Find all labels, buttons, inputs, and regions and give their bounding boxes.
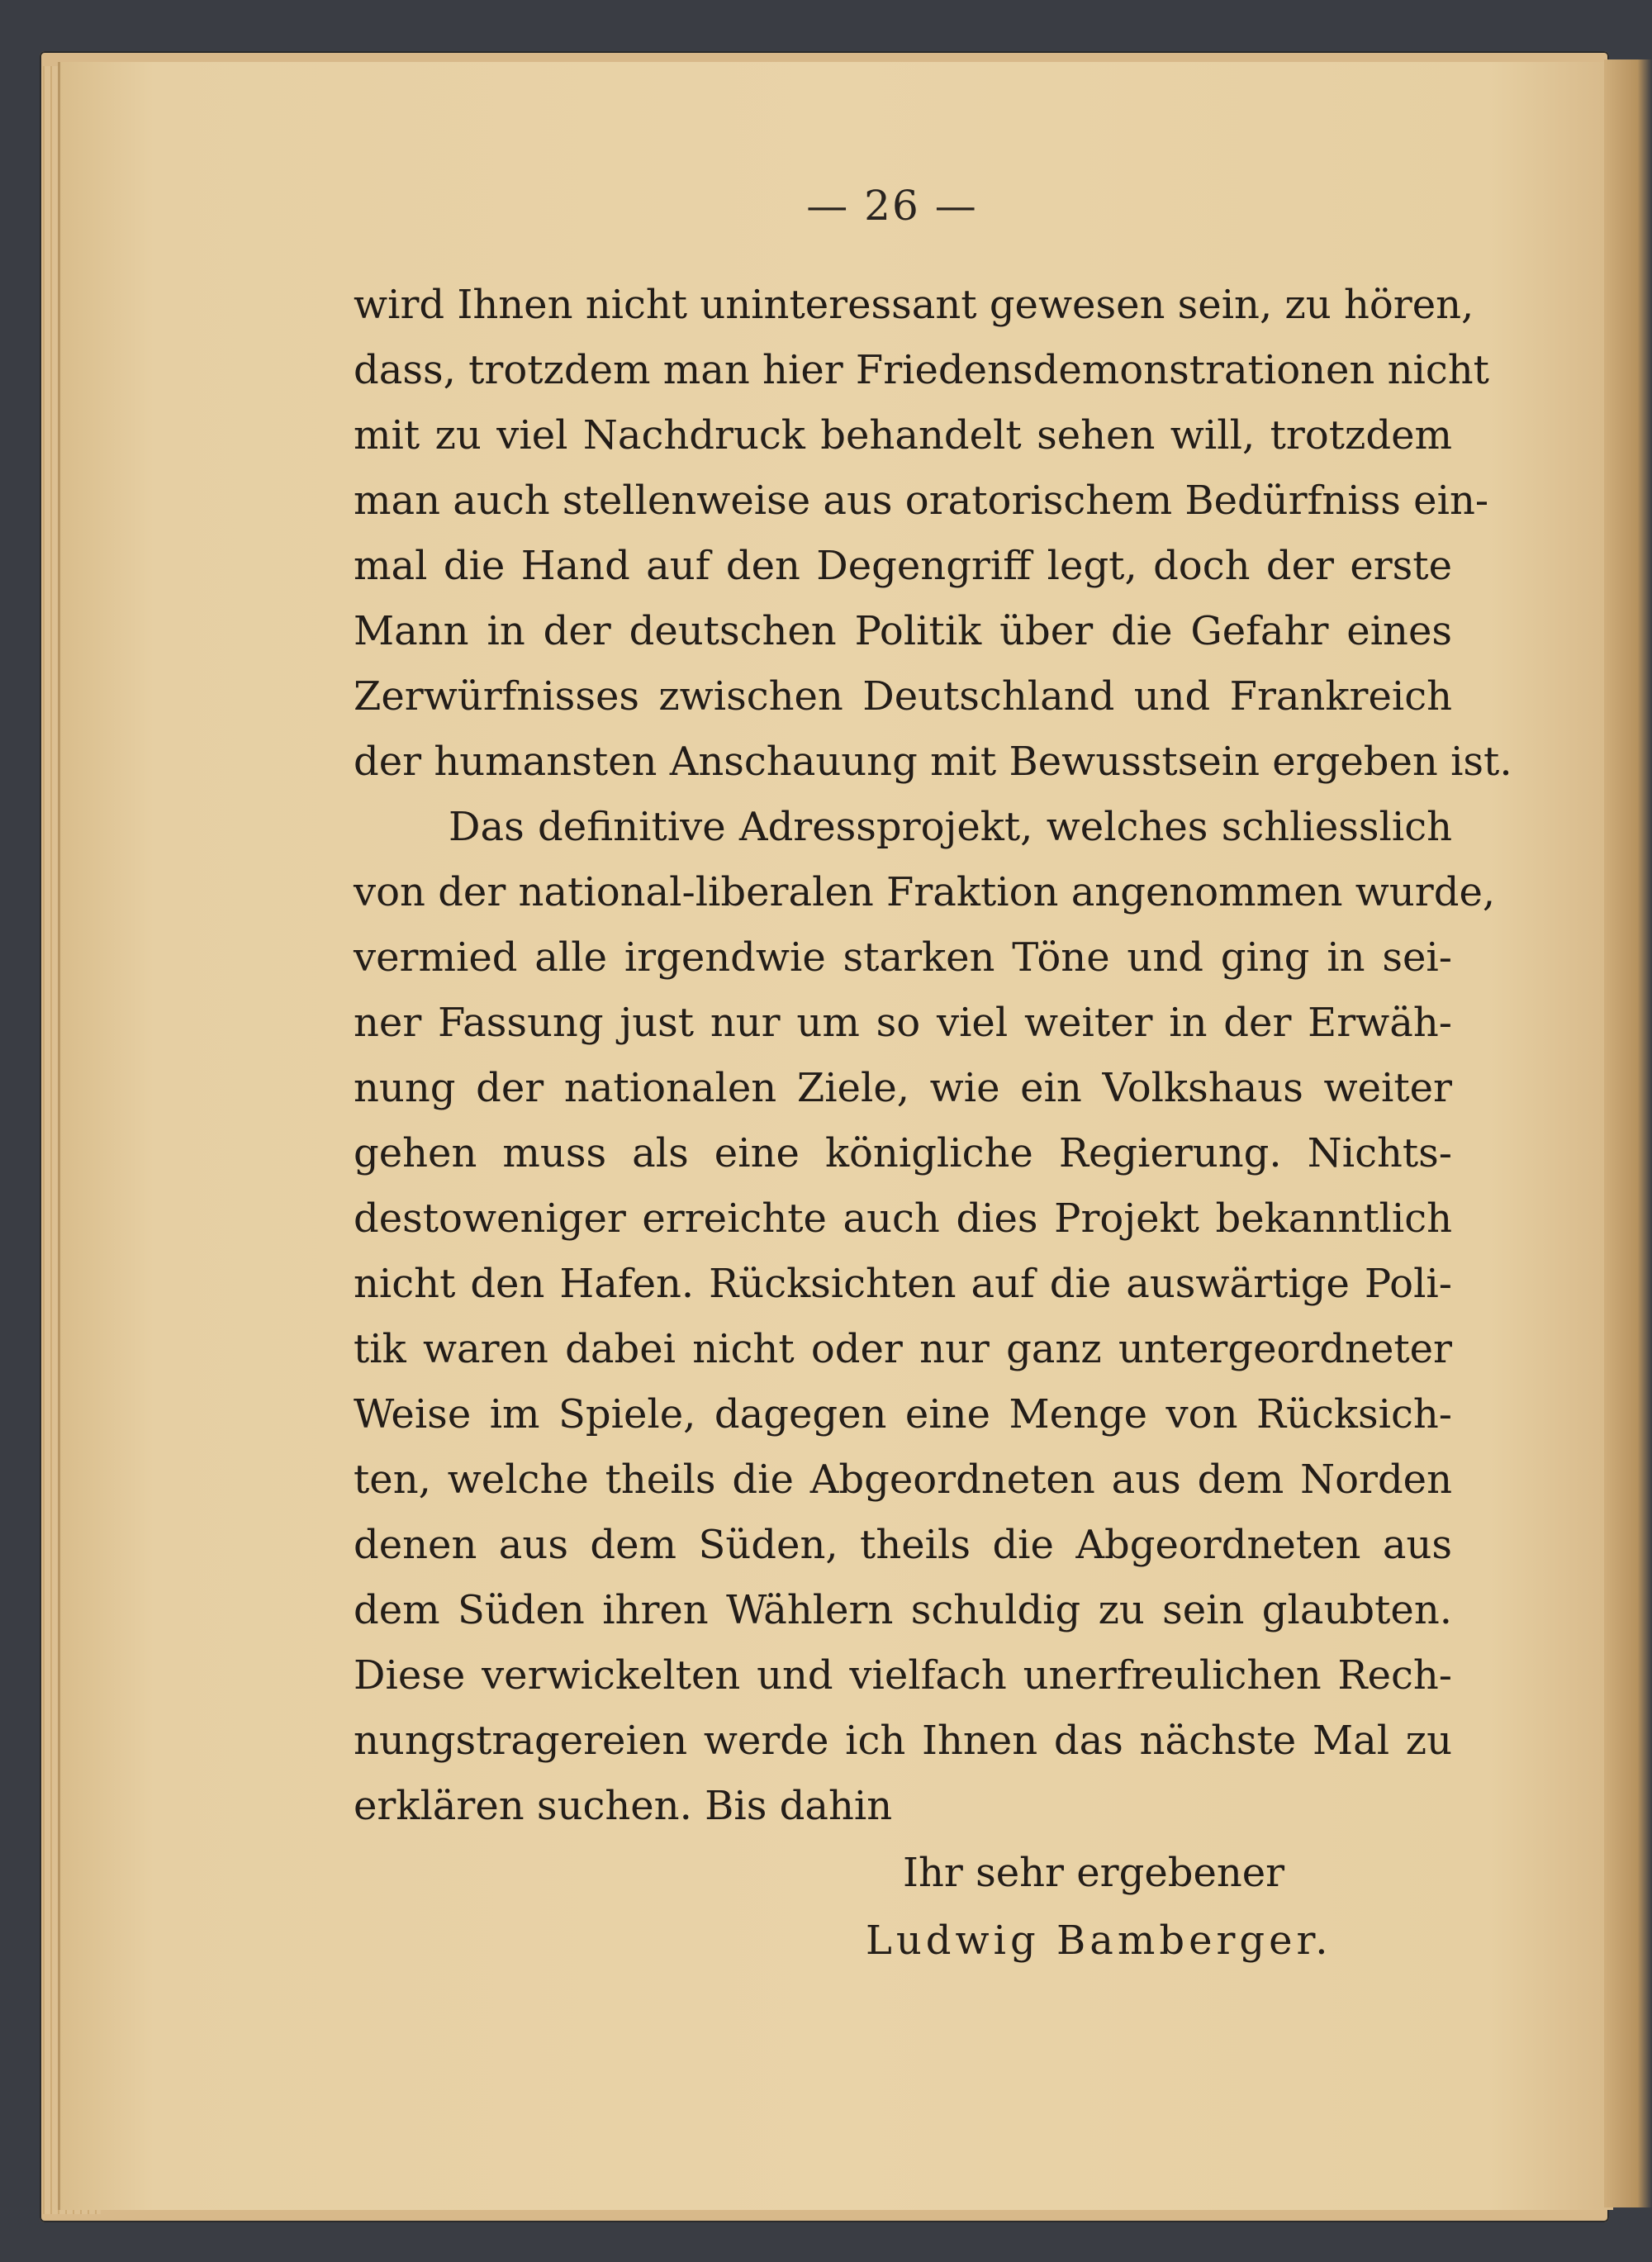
text-line: ten, welche theils die Abgeordneten aus dem Norden [354,1457,1452,1503]
text-line: dass, trotzdem man hier Friedensdemonstrationen nicht [354,347,1489,393]
text-line: nungstragereien werde ich Ihnen das nächste Mal zu [354,1718,1452,1764]
text-line: Diese verwickelten und vielfach unerfreulichen Rech- [354,1652,1452,1699]
text-line: dem Süden ihren Wählern schuldig zu sein glaubten. [354,1587,1452,1633]
letter-signature: Ludwig Bamberger. [866,1917,1332,1964]
page-number: — 26 — [806,182,978,230]
text-line: Das definitive Adressprojekt, welches schliesslich [449,804,1452,850]
text-line: gehen muss als eine königliche Regierung. Nichts- [354,1130,1452,1176]
book-fore-edge [1604,59,1652,2207]
text-line: man auch stellenweise aus oratorischem Bedürfniss ein- [354,478,1489,524]
text-line: denen aus dem Süden, theils die Abgeordneten aus [354,1522,1452,1568]
text-line: wird Ihnen nicht uninteressant gewesen sein, zu hören, [354,282,1474,328]
text-line: ner Fassung just nur um so viel weiter in der Erwäh- [354,1000,1452,1046]
text-line: nung der nationalen Ziele, wie ein Volkshaus weiter [354,1065,1452,1111]
text-line: destoweniger erreichte auch dies Projekt bekanntlich [354,1195,1452,1242]
text-line: tik waren dabei nicht oder nur ganz untergeordneter [354,1326,1452,1372]
text-line: Zerwürfnisses zwischen Deutschland und Frankreich [354,673,1452,720]
text-line: vermied alle irgendwie starken Töne und ging in sei- [354,934,1452,981]
text-line: von der national-liberalen Fraktion angenommen wurde, [354,869,1496,915]
text-line: mal die Hand auf den Degengriff legt, doch der erste [354,543,1452,589]
text-line: nicht den Hafen. Rücksichten auf die auswärtige Poli- [354,1261,1452,1307]
letter-closing: Ihr sehr ergebener [903,1850,1285,1896]
text-line: erklären suchen. Bis dahin [354,1783,893,1829]
text-line: Weise im Spiele, dagegen eine Menge von Rücksich- [354,1391,1452,1438]
body-text [354,273,1512,1974]
text-line: Mann in der deutschen Politik über die Gefahr eines [354,608,1452,654]
text-line: der humansten Anschauung mit Bewusstsein ergeben ist. [354,739,1512,785]
text-line: mit zu viel Nachdruck behandelt sehen will, trotzdem [354,412,1452,459]
